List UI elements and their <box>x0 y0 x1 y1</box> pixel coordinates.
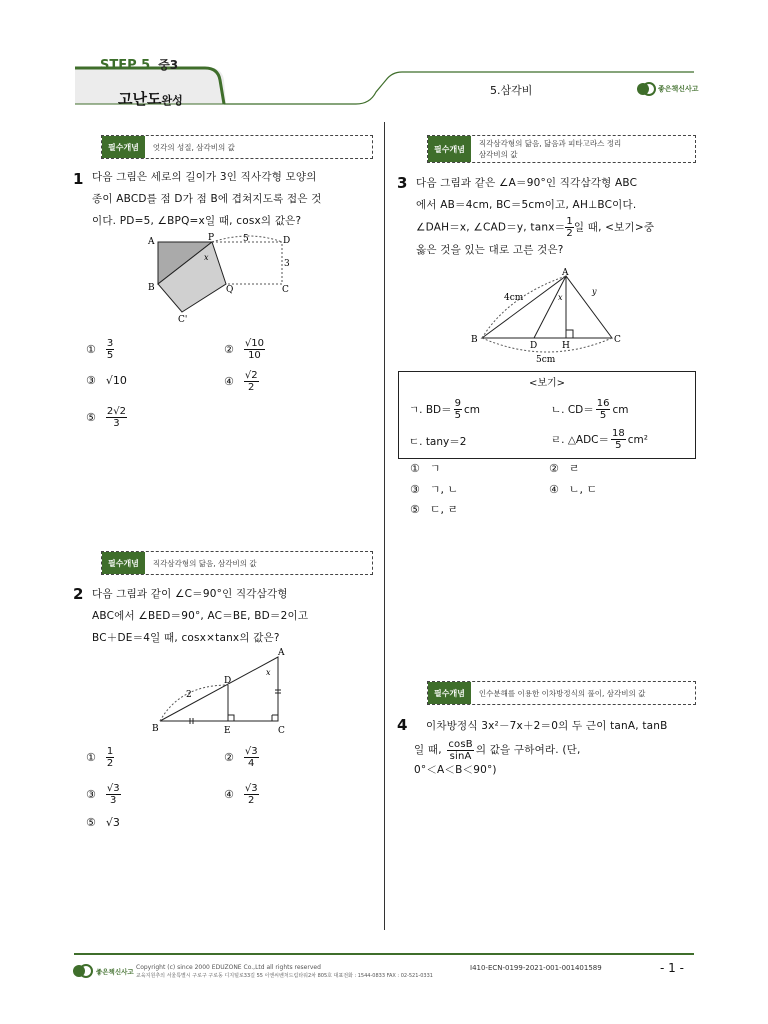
q1-option-1[interactable]: ① $\frac{3}{5}$ <box>86 338 114 361</box>
svg-text:A: A <box>148 237 155 247</box>
concept-tag-q4: 필수개념 인수분해를 이용한 이차방정식의 풀이, 삼각비의 값 <box>427 681 696 705</box>
q1-option-3[interactable]: ③ √10 <box>86 374 127 387</box>
svg-text:D: D <box>283 236 291 246</box>
boggi-item-4: ㄹ. △ADC＝ $\frac{18}{5}$ cm² <box>551 428 648 451</box>
column-divider <box>384 122 385 930</box>
publisher-logo: 좋은책신사고 <box>636 80 699 98</box>
svg-text:5: 5 <box>243 234 249 244</box>
svg-text:C': C' <box>178 315 188 322</box>
page-number: - 1 - <box>660 961 684 975</box>
svg-text:C: C <box>278 726 285 736</box>
svg-text:2: 2 <box>186 690 192 700</box>
footer-logo-icon <box>72 962 94 980</box>
svg-text:B: B <box>471 335 478 345</box>
concept-tag-q1: 필수개념 엇각의 성질, 삼각비의 값 <box>101 135 373 159</box>
q3-option-4[interactable]: ④ ㄴ, ㄷ <box>549 482 598 496</box>
question-number-1: 1 <box>73 170 84 188</box>
q1-option-5[interactable]: ⑤ $\frac{2√2}{3}$ <box>86 406 126 429</box>
question-number-2: 2 <box>73 585 84 603</box>
question-1-figure <box>140 232 300 322</box>
svg-text:E: E <box>224 726 231 736</box>
footer-rule <box>74 953 694 955</box>
question-number-3: 3 <box>397 174 408 192</box>
footer-logo: 좋은책신사고 <box>72 962 134 980</box>
svg-text:y: y <box>592 287 597 296</box>
footer-address: 교육지원추의 서울특별시 구로구 구로동 디지털로33길 55 이앤씨벤처드림타워2차 805호 대표전화 : 1544-0833 FAX : 02-521-0331 <box>136 973 433 979</box>
question-2-text: 다음 그림과 같이 ∠C＝90°인 직각삼각형 ABC에서 ∠BED＝90°, AC＝BE, BD＝2이고 BC＋DE＝4일 때, cosx×tanx의 값은? <box>92 588 309 644</box>
svg-text:D: D <box>530 341 538 351</box>
q2-option-2[interactable]: ② $\frac{√3}{4}$ <box>224 746 258 769</box>
svg-text:A: A <box>562 268 569 278</box>
question-3-text: 다음 그림과 같은 ∠A＝90°인 직각삼각형 ABC 에서 AB＝4cm, BC＝5cm이고, AH⊥BC이다. ∠DAH＝x, ∠CAD＝y, tanx＝ $\frac{1}{2}$ 일 때, <보기>중 옳은 것을 있는 대로 고른 것은? <box>416 177 655 256</box>
step-label: STEP 5 중3 <box>100 58 179 73</box>
q2-option-1[interactable]: ① $\frac{1}{2}$ <box>86 746 114 769</box>
svg-text:B: B <box>148 283 155 293</box>
difficulty-title: 고난도완성 <box>118 90 183 108</box>
q3-option-5[interactable]: ⑤ ㄷ, ㄹ <box>410 502 459 516</box>
q2-option-4[interactable]: ④ $\frac{√3}{2}$ <box>224 783 258 806</box>
svg-text:x: x <box>558 293 563 302</box>
q3-option-1[interactable]: ① ㄱ <box>410 461 441 475</box>
svg-text:P: P <box>208 233 215 243</box>
svg-text:H: H <box>562 341 570 351</box>
question-3-figure <box>468 266 628 366</box>
boggi-item-1: ㄱ. BD＝ $\frac{9}{5}$ cm <box>409 398 480 421</box>
q2-option-3[interactable]: ③ $\frac{√3}{3}$ <box>86 783 120 806</box>
svg-text:x: x <box>204 253 209 262</box>
svg-text:C: C <box>614 335 621 345</box>
q3-boggi-box <box>398 371 696 459</box>
svg-text:B: B <box>152 724 159 734</box>
svg-text:x: x <box>266 668 271 677</box>
footer-code: I410-ECN-0199-2021-001-001401589 <box>470 964 602 972</box>
boggi-title: <보기> <box>528 378 566 389</box>
question-1-text: 다음 그림은 세로의 길이가 3인 직사각형 모양의 종이 ABCD를 점 D가 점 B에 겹쳐지도록 접은 것 이다. PD=5, ∠BPQ=x일 때, cosx의 값은? <box>92 171 322 227</box>
q1-option-4[interactable]: ④ $\frac{√2}{2}$ <box>224 370 258 393</box>
concept-tag-q3: 필수개념 직각삼각형의 닮음, 닮음과 피타고라스 정리 삼각비의 값 <box>427 135 696 163</box>
question-4-text: 이차방정식 3x²－7x＋2＝0의 두 근이 tanA, tanB 일 때, $\frac{\cos B}{\sin A}$ 의 값을 구하여라. (단, 0°＜A＜B＜90°) <box>414 720 668 776</box>
boggi-item-3: ㄷ. tany＝2 <box>409 436 467 448</box>
svg-text:3: 3 <box>284 259 290 269</box>
q3-option-2[interactable]: ② ㄹ <box>549 461 580 475</box>
svg-text:A: A <box>278 648 285 658</box>
chapter-title: 5.삼각비 <box>490 84 533 97</box>
question-number-4: 4 <box>397 716 408 734</box>
question-2-figure <box>150 645 300 737</box>
svg-text:D: D <box>224 676 232 686</box>
svg-text:5cm: 5cm <box>536 355 556 365</box>
q3-option-3[interactable]: ③ ㄱ, ㄴ <box>410 482 459 496</box>
q1-option-2[interactable]: ② $\frac{√10}{10}$ <box>224 338 264 361</box>
footer-copyright: Copyright (c) since 2000 EDUZONE Co.,Ltd all rights reserved <box>136 964 321 971</box>
boggi-item-2: ㄴ. CD＝ $\frac{16}{5}$ cm <box>551 398 629 421</box>
svg-text:C: C <box>282 285 289 295</box>
concept-tag-q2: 필수개념 직각삼각형의 닮음, 삼각비의 값 <box>101 551 373 575</box>
svg-text:4cm: 4cm <box>504 293 524 303</box>
q2-option-5[interactable]: ⑤ √3 <box>86 816 120 829</box>
logo-icon <box>636 80 656 98</box>
svg-text:Q: Q <box>226 285 234 295</box>
